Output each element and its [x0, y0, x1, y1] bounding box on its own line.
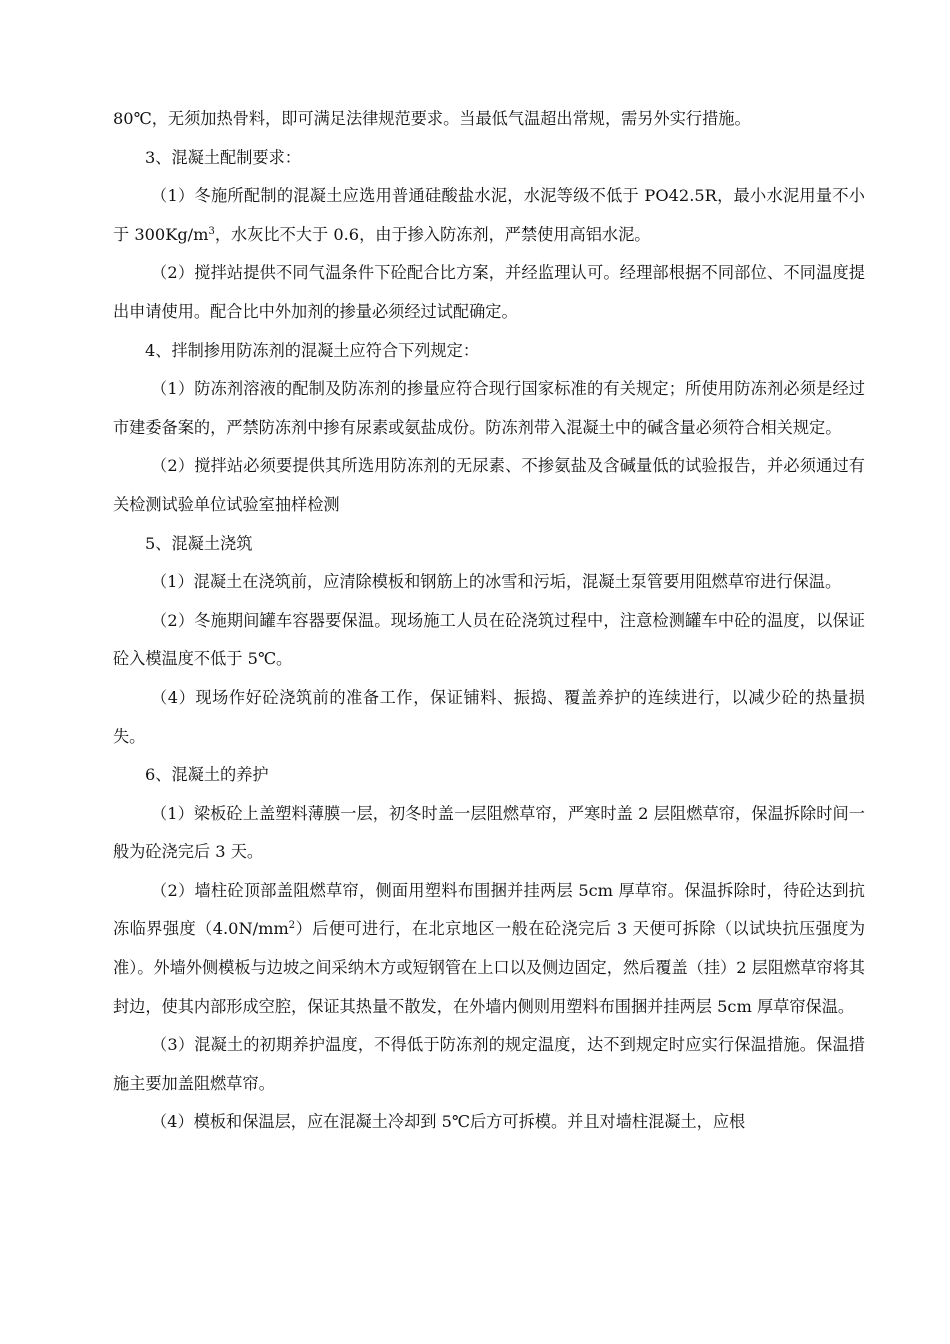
superscript: 3 [208, 225, 215, 237]
heading-concrete-mix-requirements: 3、混凝土配制要求： [145, 147, 301, 167]
text-segment: ）后便可进行，在北京地区一般在砼浇完后 3 天便可拆除（以试块抗压强度为准）。外墙外侧模板与边坡之间采纳木方或短钢管在上口以及侧边固定，然后覆盖（挂）2 层阻燃草帘将其封边，使其内部形成空腔，保证其热量不散发，在外墙内侧则用塑料布围捆并挂两层 5cm 厚草帘保温。 [113, 919, 866, 1016]
paragraph-continuation: 80℃，无须加热骨料，即可满足法律规范要求。当最低气温超出常规，需另外实行措施。 [113, 109, 751, 128]
paragraph-antifreeze-report: （2）搅拌站必须要提供其所选用防冻剂的无尿素、不掺氨盐及含碱量低的试验报告，并必须通过有关检测试验单位试验室抽样检测 [113, 456, 865, 514]
paragraph-initial-curing-temp: （3）混凝土的初期养护温度，不得低于防冻剂的规定温度，达不到规定时应实行保温措施。保温措施主要加盖阻燃草帘。 [113, 1035, 865, 1093]
text-segment: （2）墙柱砼顶部盖阻燃草帘，侧面用塑料布围捆并挂两层 5cm 厚草帘。保温拆除时，待砼达到抗冻临界强度（4.0N/mm [113, 880, 865, 939]
paragraph-tanker-insulation: （2）冬施期间罐车容器要保温。现场施工人员在砼浇筑过程中，注意检测罐车中砼的温度，以保证砼入模温度不低于 5℃。 [113, 610, 865, 669]
heading-concrete-pouring: 5、混凝土浇筑 [145, 533, 253, 553]
text-segment: （1）冬施所配制的混凝土应选用普通硅酸盐水泥，水泥等级不低于 PO42.5R，最小水泥用量不小于 300Kg/m [113, 186, 865, 244]
text-segment: ，水灰比不大于 0.6，由于掺入防冻剂，严禁使用高铝水泥。 [214, 224, 651, 244]
paragraph-mix-proportion: （2）搅拌站提供不同气温条件下砼配合比方案，并经监理认可。经理部根据不同部位、不同温度提出申请使用。配合比中外加剂的掺量必须经过试配确定。 [113, 263, 865, 321]
paragraph-wall-column-curing [113, 872, 865, 1026]
paragraph-pouring-cleanup: （1）混凝土在浇筑前，应清除模板和钢筋上的冰雪和污垢，混凝土泵管要用阻燃草帘进行保温。 [151, 572, 842, 592]
paragraph-antifreeze-solution: （1）防冻剂溶液的配制及防冻剂的掺量应符合现行国家标准的有关规定；所使用防冻剂必须是经过市建委备案的，严禁防冻剂中掺有尿素或氨盐成份。防冻剂带入混凝土中的碱含量必须符合相关规定。 [113, 379, 865, 437]
heading-antifreeze-rules: 4、拌制掺用防冻剂的混凝土应符合下列规定： [145, 340, 480, 360]
paragraph-slab-curing: （1）梁板砼上盖塑料薄膜一层，初冬时盖一层阻燃草帘，严寒时盖 2 层阻燃草帘，保温拆除时间一般为砼浇完后 3 天。 [113, 803, 865, 862]
superscript: 2 [288, 920, 296, 932]
paragraph-pouring-preparation: （4）现场作好砼浇筑前的准备工作，保证铺料、振捣、覆盖养护的连续进行，以减少砼的热量损失。 [113, 687, 865, 746]
document-body [113, 100, 865, 1142]
paragraph-cement-requirements [113, 177, 865, 254]
paragraph-formwork-removal: （4）模板和保温层，应在混凝土冷却到 5℃后方可拆模。并且对墙柱混凝土，应根 [151, 1112, 746, 1132]
heading-concrete-curing: 6、混凝土的养护 [145, 765, 269, 785]
